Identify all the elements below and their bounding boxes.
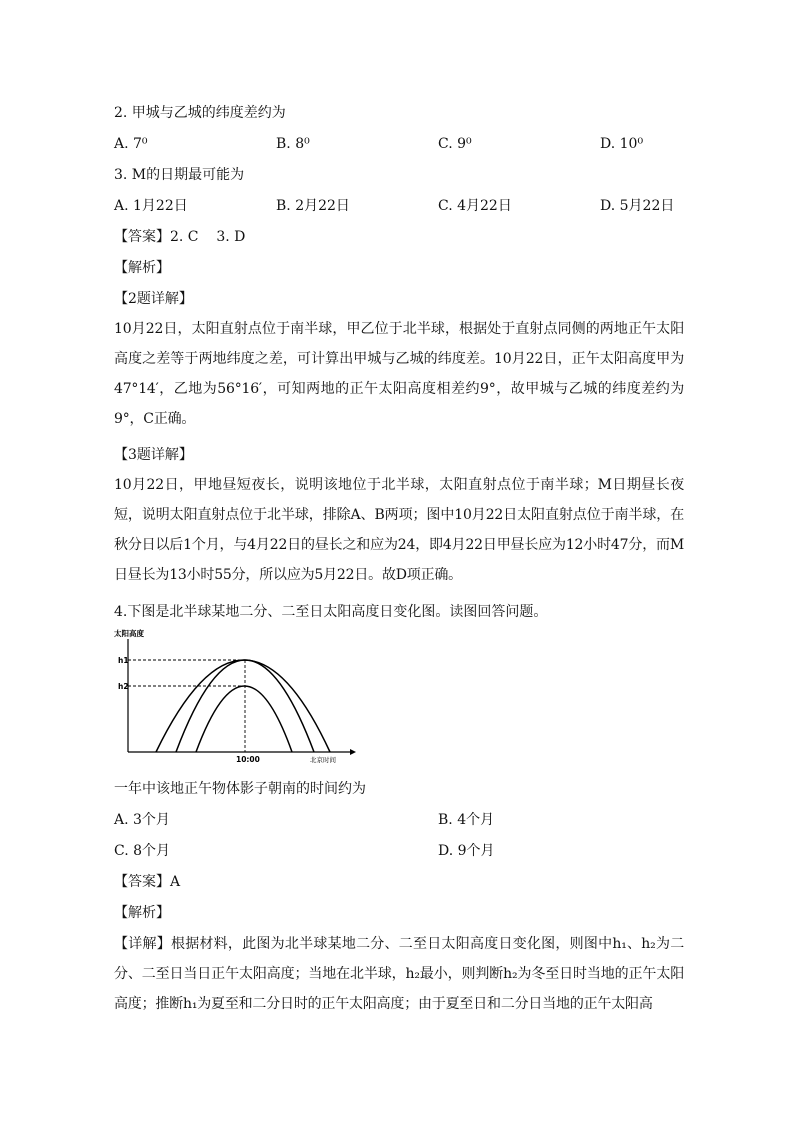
chart-xlabel: 北京时间 xyxy=(310,756,336,764)
q2-option-c: C. 9⁰ xyxy=(438,136,472,152)
answer-q4: 【答案】A xyxy=(114,874,181,890)
detail-3-heading: 【3题详解】 xyxy=(114,447,193,463)
answer-q2-q3: 【答案】2. C 3. D xyxy=(114,229,246,245)
q3-option-d: D. 5月22日 xyxy=(600,198,675,214)
curve-inner xyxy=(196,686,292,752)
analysis-heading-1: 【解析】 xyxy=(114,260,170,276)
q4-stem: 4.下图是北半球某地二分、二至日太阳高度日变化图。读图回答问题。 xyxy=(114,604,548,620)
solar-altitude-chart xyxy=(110,625,360,765)
q3-stem: 3. M的日期最可能为 xyxy=(114,167,245,183)
detail-2-text: 10月22日，太阳直射点位于南半球，甲乙位于北半球，根据处于直射点同侧的两地正午太阳高度之差等于两地纬度之差，可计算出甲城与乙城的纬度差。10月22日，正午太阳高度甲为47°14′，乙地为56°16′，可知两地的正午太阳高度相差约9°，故甲城与乙城的纬度差约为9°，C正确。 xyxy=(114,321,684,427)
detail-3-text: 10月22日，甲地昼短夜长，说明该地位于北半球，太阳直射点位于南半球；M日期昼长夜短，说明太阳直射点位于北半球，排除A、B两项；图中10月22日太阳直射点位于南半球，在秋分日以后1个月，与4月22日的昼长之和应为24，即4月22日甲昼长应为12小时47分，而M日昼长为13小时55分，所以应为5月22日。故D项正确。 xyxy=(114,477,684,583)
q4-option-a: A. 3个月 xyxy=(114,812,170,828)
q2-option-d: D. 10⁰ xyxy=(600,136,644,152)
x-tick-label: 10:00 xyxy=(236,755,260,764)
q3-option-c: C. 4月22日 xyxy=(438,198,512,214)
q2-option-a: A. 7⁰ xyxy=(114,136,148,152)
q2-stem: 2. 甲城与乙城的纬度差约为 xyxy=(114,105,286,121)
detail-4-text: 【详解】根据材料，此图为北半球某地二分、二至日太阳高度日变化图，则图中h₁、h₂为二分、二至日当日正午太阳高度；当地在北半球，h₂最小，则判断h₂为冬至日时当地的正午太阳高度；推断h₁为夏至和二分日时的正午太阳高度；由于夏至日和二分日当地的正午太阳高 xyxy=(114,936,684,1012)
q4-option-c: C. 8个月 xyxy=(114,843,171,859)
q2-option-b: B. 8⁰ xyxy=(276,136,310,152)
q4-question: 一年中该地正午物体影子朝南的时间约为 xyxy=(114,781,366,797)
x-axis-arrow xyxy=(350,749,356,755)
chart-ylabel: 太阳高度 xyxy=(114,629,144,638)
q4-option-d: D. 9个月 xyxy=(438,843,495,859)
q3-option-b: B. 2月22日 xyxy=(276,198,350,214)
y-tick-h1: h1 xyxy=(118,656,129,665)
detail-2-heading: 【2题详解】 xyxy=(114,291,193,307)
q3-option-a: A. 1月22日 xyxy=(114,198,188,214)
y-tick-h2: h2 xyxy=(118,682,129,691)
q4-option-b: B. 4个月 xyxy=(438,812,495,828)
analysis-heading-4: 【解析】 xyxy=(114,905,170,921)
